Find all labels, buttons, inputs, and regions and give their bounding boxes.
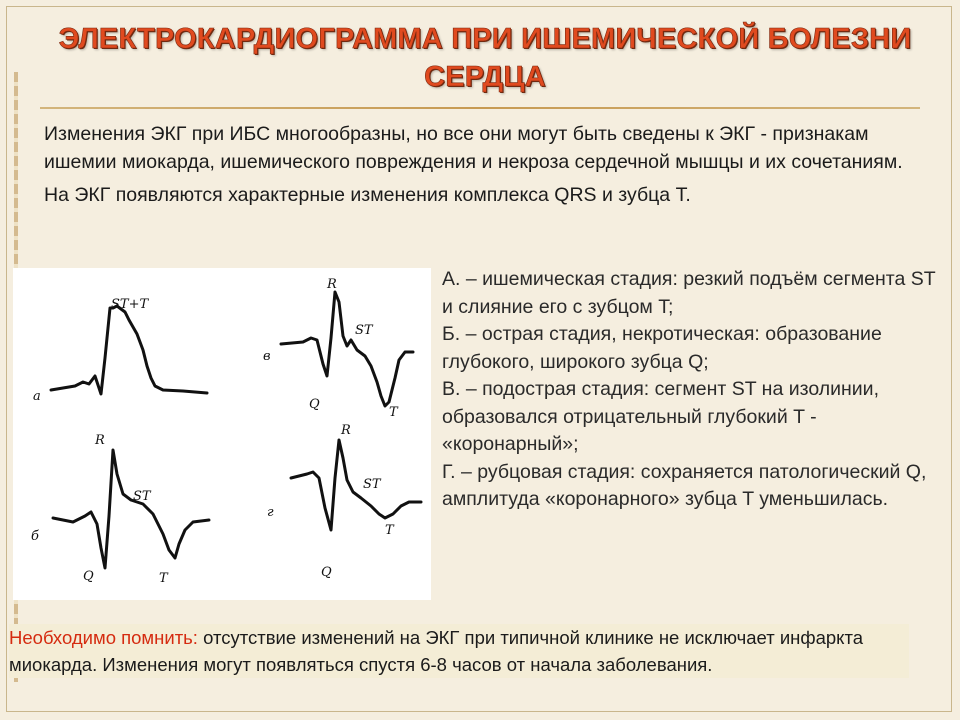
ecg-trace-g xyxy=(291,440,421,530)
intro-text xyxy=(44,121,904,210)
intro-paragraph-2: На ЭКГ появляются характерные изменения комплекса QRS и зубца T. xyxy=(44,184,691,206)
warning-note-text: отсутствие изменений на ЭКГ при типичной клинике не исключает инфаркта миокарда. Изменения могут появляться спустя 6-8 часов от начала заболевания. xyxy=(9,627,864,675)
slide-title: ЭЛЕКТРОКАРДИОГРАММА ПРИ ИШЕМИЧЕСКОЙ БОЛЕЗНИ СЕРДЦА xyxy=(58,23,912,93)
warning-note-label: Необходимо помнить: xyxy=(9,627,198,648)
warning-note xyxy=(9,624,909,678)
ecg-label-b: б xyxy=(31,529,39,544)
ecg-label-v-st: ST xyxy=(355,323,373,338)
ecg-label-g-t: T xyxy=(385,523,394,538)
ecg-label-b-r: R xyxy=(95,433,105,448)
ecg-label-a: а xyxy=(33,389,41,404)
ecg-figure xyxy=(13,268,431,600)
ecg-drawing xyxy=(13,268,431,600)
ecg-label-v-q: Q xyxy=(309,397,320,412)
ecg-label-g-st: ST xyxy=(363,477,381,492)
ecg-label-g-q: Q xyxy=(321,565,332,580)
title-divider xyxy=(40,107,920,109)
ecg-label-g-r: R xyxy=(341,423,351,438)
ecg-label-a-st: ST+T xyxy=(111,297,149,312)
ecg-label-v-r: R xyxy=(327,277,337,292)
ecg-label-b-t: T xyxy=(159,571,168,586)
ecg-trace-a xyxy=(51,306,207,394)
ecg-label-v: в xyxy=(263,349,271,364)
stages-list xyxy=(442,266,942,514)
ecg-label-b-q: Q xyxy=(83,569,94,584)
ecg-trace-v xyxy=(281,292,413,406)
stage-a: А. – ишемическая стадия: резкий подъём сегмента ST и слияние его с зубцом T; xyxy=(442,268,936,318)
ecg-label-v-t: T xyxy=(389,405,398,420)
ecg-label-g: г xyxy=(267,505,274,520)
ecg-label-b-st: ST xyxy=(133,489,151,504)
stage-g: Г. – рубцовая стадия: сохраняется патологический Q, амплитуда «коронарного» зубца T уменьшилась. xyxy=(442,460,927,510)
ecg-trace-b xyxy=(53,450,209,568)
stage-v: В. – подострая стадия: сегмент ST на изолинии, образовался отрицательный глубокий T - «коронарный»; xyxy=(442,378,879,455)
intro-paragraph-1: Изменения ЭКГ при ИБС многообразны, но все они могут быть сведены к ЭКГ - признакам ишемии миокарда, ишемического повреждения и некроза сердечной мышцы и их сочетаниям. xyxy=(44,123,903,173)
stage-b: Б. – острая стадия, некротическая: образование глубокого, широкого зубца Q; xyxy=(442,323,882,373)
